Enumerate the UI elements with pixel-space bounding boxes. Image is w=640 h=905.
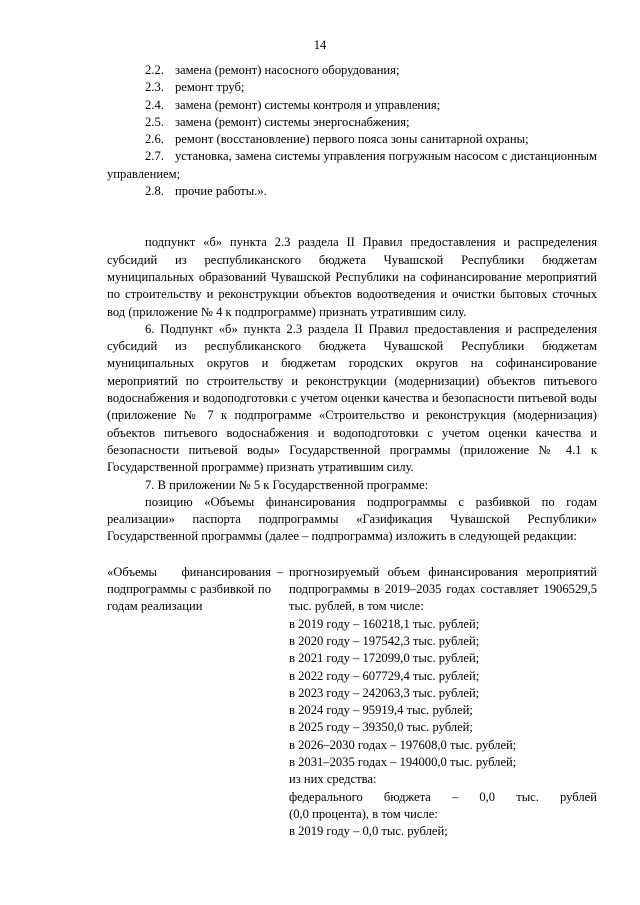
year-row: в 2024 году – 95919,4 тыс. рублей; [289, 703, 473, 718]
year-row: в 2025 году – 39350,0 тыс. рублей; [289, 720, 473, 735]
list-item-text: замена (ремонт) системы контроля и управления; [175, 97, 441, 112]
federal-word: 0,0 [479, 789, 496, 804]
federal-budget-row [289, 789, 597, 806]
list-item [107, 183, 597, 200]
federal-percent: (0,0 процента), в том числе: [289, 806, 438, 821]
federal-word: – [451, 789, 459, 804]
paragraph-position: позицию «Объемы финансирования подпрограммы с разбивкой по годам реализации» паспорта подпрограммы «Газификация Чувашской Республики» Государственной программы (далее – подпрограмма) изложить в следующей редакции: [107, 494, 597, 544]
federal-word: федерального [289, 789, 363, 804]
list-item-text: замена (ремонт) насосного оборудования; [175, 63, 400, 77]
list-item-number: 2.8. [145, 184, 164, 199]
list-item [107, 148, 597, 183]
list-item-number: 2.3. [145, 80, 164, 95]
passport-left-cell: «Объемы финансирования подпрограммы с разбивкой по годам реализации [107, 564, 271, 614]
year-row: в 2019 году – 160218,1 тыс. рублей; [289, 616, 480, 631]
list-item-number: 2.2. [145, 63, 164, 77]
paragraph-subclause-b: подпункт «б» пункта 2.3 раздела II Правил предоставления и распределения субсидий из республиканского бюджета Чувашской Республики бюджетам муниципальных образований Чувашской Республики на софинансирование мероприятий по строительству и реконструкции объектов водоотведения и очистки бытовых сточных вод (приложение № 4 к подпрограмме) признать утратившим силу. [107, 235, 597, 319]
year-row: в 2021 году – 172099,0 тыс. рублей; [289, 651, 480, 666]
federal-word: рублей [560, 789, 597, 804]
passport-dash: – [276, 564, 284, 579]
list-item-text: ремонт труб; [175, 80, 245, 95]
list-item-number: 2.6. [145, 132, 164, 147]
list-item-number: 2.4. [145, 97, 164, 112]
year-row: в 2023 году – 242063,3 тыс. рублей; [289, 685, 480, 700]
list-item-text: установка, замена системы управления погружным насосом с дистанционным управлением; [107, 149, 597, 181]
list-item-text: замена (ремонт) системы энергоснабжения; [175, 114, 410, 129]
year-row: в 2020 году – 197542,3 тыс. рублей; [289, 633, 480, 648]
page-number: 14 [313, 38, 327, 52]
list-item [107, 62, 597, 79]
list-item [107, 79, 597, 96]
financing-total: прогнозируемый объем финансирования мероприятий подпрограммы в 2019–2035 годах составляет 1906529,5 тыс. рублей, в том числе: [289, 564, 597, 614]
paragraph-item-6: 6. Подпункт «б» пункта 2.3 раздела II Правил предоставления и распределения субсидий из республиканского бюджета Чувашской Республики бюджетам муниципальных округов и бюджетам городских округов на софинансирование мероприятий по строительству и реконструкции (модернизации) объектов питьевого водоснабжения и водоподготовки с учетом оценки качества и безопасности питьевой воды (приложение № 7 к подпрограмме «Строительство и реконструкция (модернизация) объектов питьевого водоснабжения и водоподготовки с учетом оценки качества и безопасности питьевой воды» Государственной программы (приложение № 4.1 к Государственной программе) признать утратившим силу. [107, 321, 597, 475]
passport-right-cell [289, 564, 597, 841]
federal-word: тыс. [516, 789, 539, 804]
year-row: в 2026–2030 годах – 197608,0 тыс. рублей; [289, 737, 517, 752]
list-item-number: 2.7. [145, 149, 164, 164]
list-item-text: прочие работы.». [175, 184, 267, 199]
federal-word: бюджета [383, 789, 431, 804]
list-item [107, 131, 597, 148]
year-row: в 2022 году – 607729,4 тыс. рублей; [289, 668, 480, 683]
paragraph-item-7: 7. В приложении № 5 к Государственной программе: [145, 477, 429, 492]
federal-year-row: в 2019 году – 0,0 тыс. рублей; [289, 824, 448, 839]
list-item-number: 2.5. [145, 114, 164, 129]
document-body [107, 62, 597, 840]
year-row: в 2031–2035 годах – 194000,0 тыс. рублей; [289, 754, 517, 769]
passport-table [107, 564, 597, 841]
sources-label: из них средства: [289, 772, 377, 787]
list-item [107, 114, 597, 131]
list-item-text: ремонт (восстановление) первого пояса зоны санитарной охраны; [175, 132, 529, 147]
list-item [107, 97, 597, 114]
